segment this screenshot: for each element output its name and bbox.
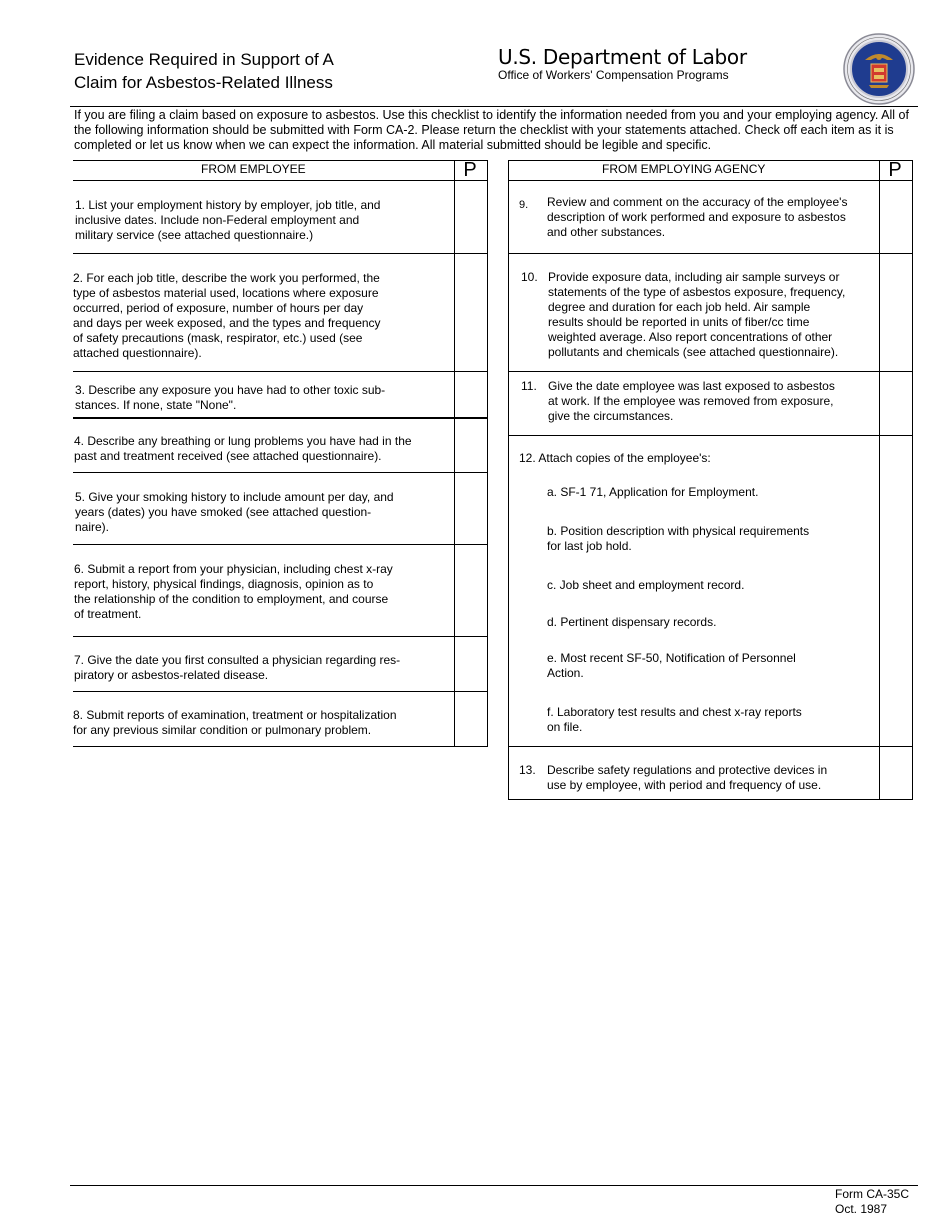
agency-item-10-text: Provide exposure data, including air sample surveys or statements of the type of asbestos exposure, frequency, degree and duration for each job held. Air sample results should be reported in units of fiber/cc time weighted average. Also report concentrations of other pollutants and chemicals (see attached questionnaire). xyxy=(548,270,846,359)
employee-p-label: P xyxy=(463,159,477,181)
form-title-line2: Claim for Asbestos-Related Illness xyxy=(74,73,333,92)
employee-item-2-text: 2. For each job title, describe the work you performed, the type of asbestos material used, locations where exposure occurred, period of exposure, number of hours per day and days per week exposed, and the types and frequency of safety precautions (mask, respirator, etc.) used (see attached questionnaire). xyxy=(73,271,381,360)
agency-column-header xyxy=(508,160,913,181)
employee-item-2 xyxy=(73,253,488,372)
employee-item-3-text: 3. Describe any exposure you have had to other toxic sub- stances. If none, state "None". xyxy=(75,383,386,412)
footer-rule xyxy=(70,1185,918,1186)
employee-item-1-text: 1. List your employment history by employer, job title, and inclusive dates. Include non-Federal employment and military service (see attached questionnaire.) xyxy=(75,198,381,242)
employee-item-6 xyxy=(73,544,488,637)
agency-item-11-num: 11. xyxy=(521,379,537,393)
office-name: Office of Workers' Compensation Programs xyxy=(498,68,729,82)
employee-item-3 xyxy=(73,371,488,419)
agency-item-12a: a. SF-1 71, Application for Employment. xyxy=(547,485,759,499)
instructions-paragraph: If you are filing a claim based on exposure to asbestos. Use this checklist to identify the information needed from you and your employing agency. All of the following information should be submitted with Form CA-2. Please return the checklist with your statements attached. Check off each item as it is completed or let us know when we can expect the information. All material submitted should be legible and specific. xyxy=(74,108,909,152)
employee-item-5-checkbox[interactable] xyxy=(454,472,488,544)
agency-item-9-num: 9. xyxy=(519,199,529,211)
employee-item-7-text: 7. Give the date you first consulted a physician regarding res- piratory or asbestos-related disease. xyxy=(74,653,401,682)
agency-item-10-checkbox[interactable] xyxy=(879,253,913,371)
agency-item-12e: e. Most recent SF-50, Notification of Personnel Action. xyxy=(547,651,796,680)
agency-item-12f: f. Laboratory test results and chest x-ray reports on file. xyxy=(547,705,802,734)
employee-item-8 xyxy=(73,691,488,747)
employee-item-1 xyxy=(73,179,488,254)
agency-item-13-num: 13. xyxy=(519,763,536,777)
employee-item-4 xyxy=(73,419,488,473)
form-title xyxy=(74,48,334,94)
employee-item-5 xyxy=(73,472,488,545)
employee-item-5-text: 5. Give your smoking history to include amount per day, and years (dates) you have smoked (see attached question- naire). xyxy=(75,490,394,534)
agency-item-12d: d. Pertinent dispensary records. xyxy=(547,615,717,629)
form-number: Form CA-35C Oct. 1987 xyxy=(835,1187,910,1216)
employee-item-6-checkbox[interactable] xyxy=(454,544,488,636)
agency-item-12c: c. Job sheet and employment record. xyxy=(547,578,745,592)
employee-item-6-text: 6. Submit a report from your physician, including chest x-ray report, history, physical findings, diagnosis, opinion as to the relationship of the condition to employment, and course of treatment. xyxy=(74,562,393,621)
agency-item-9-checkbox[interactable] xyxy=(879,179,913,253)
agency-p-label: P xyxy=(888,159,902,181)
employee-item-8-text: 8. Submit reports of examination, treatment or hospitalization for any previous similar condition or pulmonary problem. xyxy=(73,708,397,737)
employee-item-4-checkbox[interactable] xyxy=(454,419,488,472)
agency-item-13-checkbox[interactable] xyxy=(879,746,913,799)
agency-item-11-text: Give the date employee was last exposed to asbestos at work. If the employee was removed from exposure, give the circumstances. xyxy=(548,379,835,423)
agency-item-12-text: 12. Attach copies of the employee's: xyxy=(519,451,711,465)
agency-item-12b: b. Position description with physical requirements for last job hold. xyxy=(547,524,810,553)
employee-item-2-checkbox[interactable] xyxy=(454,253,488,371)
employee-item-1-checkbox[interactable] xyxy=(454,179,488,253)
employee-header-label: FROM EMPLOYEE xyxy=(201,162,306,176)
agency-item-11 xyxy=(508,371,913,436)
agency-item-10 xyxy=(508,253,913,372)
agency-item-12-checkbox[interactable] xyxy=(879,435,913,746)
agency-item-10-num: 10. xyxy=(521,270,538,284)
agency-header-label: FROM EMPLOYING AGENCY xyxy=(602,162,766,176)
employee-item-7-checkbox[interactable] xyxy=(454,636,488,691)
department-name: U.S. Department of Labor xyxy=(498,45,747,69)
employee-item-4-text: 4. Describe any breathing or lung problems you have had in the past and treatment received (see attached questionnaire). xyxy=(74,434,412,463)
dol-seal-icon xyxy=(843,33,915,105)
agency-item-9 xyxy=(508,179,913,254)
employee-item-7 xyxy=(73,636,488,692)
agency-item-9-text: Review and comment on the accuracy of the employee's description of work performed and exposure to asbestos and other substances. xyxy=(547,195,848,239)
employee-item-8-checkbox[interactable] xyxy=(454,691,488,746)
agency-item-11-checkbox[interactable] xyxy=(879,371,913,435)
agency-item-13 xyxy=(508,746,913,800)
employee-item-3-checkbox[interactable] xyxy=(454,371,488,417)
agency-item-13-text: Describe safety regulations and protective devices in use by employee, with period and frequency of use. xyxy=(547,763,828,792)
header-rule xyxy=(70,106,918,107)
employee-column-header xyxy=(73,160,488,181)
form-title-line1: Evidence Required in Support of A xyxy=(74,50,334,69)
agency-item-12 xyxy=(508,435,913,747)
